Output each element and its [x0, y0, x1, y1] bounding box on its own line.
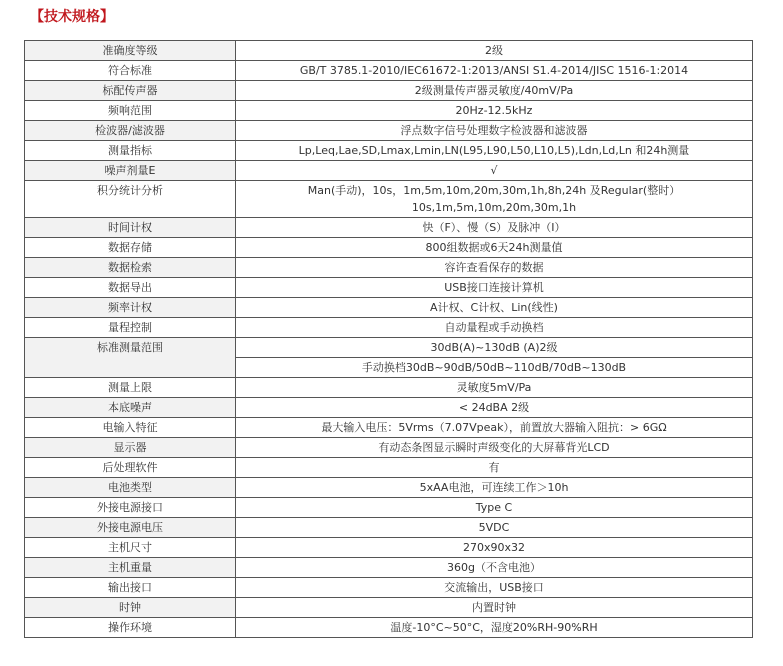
- spec-row: [25, 161, 753, 181]
- spec-table-body: [25, 41, 753, 638]
- spec-value: 20Hz-12.5kHz: [236, 101, 753, 121]
- spec-value: 360g（不含电池）: [236, 558, 753, 578]
- spec-row: [25, 318, 753, 338]
- spec-value: < 24dBA 2级: [236, 398, 753, 418]
- spec-row: [25, 141, 753, 161]
- spec-label: 检波器/滤波器: [25, 121, 236, 141]
- spec-value: 内置时钟: [236, 598, 753, 618]
- spec-value: 手动换档30dB~90dB/50dB~110dB/70dB~130dB: [236, 358, 753, 378]
- spec-value: 有动态条图显示瞬时声级变化的大屏幕背光LCD: [236, 438, 753, 458]
- spec-row: [25, 41, 753, 61]
- spec-label: 数据存储: [25, 238, 236, 258]
- spec-row: [25, 61, 753, 81]
- spec-value: 浮点数字信号处理数字检波器和滤波器: [236, 121, 753, 141]
- spec-label: 标准测量范围: [25, 338, 236, 378]
- spec-label: 测量指标: [25, 141, 236, 161]
- spec-label: 数据导出: [25, 278, 236, 298]
- spec-label: 本底噪声: [25, 398, 236, 418]
- spec-row: [25, 338, 753, 358]
- spec-label: 数据检索: [25, 258, 236, 278]
- spec-value: 自动量程或手动换档: [236, 318, 753, 338]
- spec-row: [25, 458, 753, 478]
- spec-value: USB接口连接计算机: [236, 278, 753, 298]
- spec-row: [25, 438, 753, 458]
- spec-row: [25, 418, 753, 438]
- section-heading: 【技术规格】: [30, 9, 114, 25]
- spec-row: [25, 298, 753, 318]
- spec-value: 温度-10°C~50°C，湿度20%RH-90%RH: [236, 618, 753, 638]
- spec-row: [25, 538, 753, 558]
- spec-label: 输出接口: [25, 578, 236, 598]
- spec-label: 准确度等级: [25, 41, 236, 61]
- spec-label: 噪声剂量E: [25, 161, 236, 181]
- spec-row: [25, 578, 753, 598]
- spec-row: [25, 558, 753, 578]
- spec-row: [25, 398, 753, 418]
- spec-value: 灵敏度5mV/Pa: [236, 378, 753, 398]
- spec-label: 主机重量: [25, 558, 236, 578]
- spec-label: 外接电源接口: [25, 498, 236, 518]
- spec-value: 最大输入电压：5Vrms（7.07Vpeak），前置放大器输入阻抗：> 6GΩ: [236, 418, 753, 438]
- spec-row: [25, 618, 753, 638]
- spec-label: 频率计权: [25, 298, 236, 318]
- spec-value: 有: [236, 458, 753, 478]
- spec-label: 时钟: [25, 598, 236, 618]
- spec-row: [25, 101, 753, 121]
- spec-value: 2级: [236, 41, 753, 61]
- spec-row: [25, 81, 753, 101]
- spec-value: GB/T 3785.1-2010/IEC61672-1:2013/ANSI S1.4-2014/JISC 1516-1:2014: [236, 61, 753, 81]
- spec-value: Type C: [236, 498, 753, 518]
- spec-row: [25, 181, 753, 218]
- spec-row: [25, 518, 753, 538]
- spec-row: [25, 598, 753, 618]
- spec-row: [25, 121, 753, 141]
- spec-label: 主机尺寸: [25, 538, 236, 558]
- spec-value-line: 10s,1m,5m,10m,20m,30m,1h: [411, 201, 577, 214]
- spec-value: A计权、C计权、Lin(线性): [236, 298, 753, 318]
- spec-value: 270x90x32: [236, 538, 753, 558]
- spec-value: 快（F）、慢（S）及脉冲（I）: [236, 218, 753, 238]
- spec-label: 标配传声器: [25, 81, 236, 101]
- spec-label: 操作环境: [25, 618, 236, 638]
- spec-row: [25, 218, 753, 238]
- spec-value: √: [236, 161, 753, 181]
- spec-value: 5xAA电池，可连续工作＞10h: [236, 478, 753, 498]
- spec-label: 符合标准: [25, 61, 236, 81]
- spec-row: [25, 278, 753, 298]
- spec-label: 电池类型: [25, 478, 236, 498]
- spec-value: [236, 181, 753, 218]
- spec-table: [24, 40, 753, 638]
- spec-value: 2级测量传声器灵敏度/40mV/Pa: [236, 81, 753, 101]
- spec-label: 测量上限: [25, 378, 236, 398]
- spec-label: 量程控制: [25, 318, 236, 338]
- spec-label: 外接电源电压: [25, 518, 236, 538]
- spec-label: 时间计权: [25, 218, 236, 238]
- spec-row: [25, 478, 753, 498]
- spec-row: [25, 238, 753, 258]
- spec-label: 频响范围: [25, 101, 236, 121]
- spec-label: 电输入特征: [25, 418, 236, 438]
- spec-value: 5VDC: [236, 518, 753, 538]
- spec-label: 积分统计分析: [25, 181, 236, 218]
- spec-value: 容许查看保存的数据: [236, 258, 753, 278]
- spec-value-line: Man(手动)，10s，1m,5m,10m,20m,30m,1h,8h,24h 及Regular(整时）: [307, 184, 681, 197]
- spec-label: 后处理软件: [25, 458, 236, 478]
- spec-row: [25, 258, 753, 278]
- spec-label: 显示器: [25, 438, 236, 458]
- spec-value: 800组数据或6天24h测量值: [236, 238, 753, 258]
- spec-value: 30dB(A)~130dB (A)2级: [236, 338, 753, 358]
- spec-row: [25, 498, 753, 518]
- spec-row: [25, 378, 753, 398]
- spec-value: 交流输出，USB接口: [236, 578, 753, 598]
- spec-value: Lp,Leq,Lae,SD,Lmax,Lmin,LN(L95,L90,L50,L10,L5),Ldn,Ld,Ln 和24h测量: [236, 141, 753, 161]
